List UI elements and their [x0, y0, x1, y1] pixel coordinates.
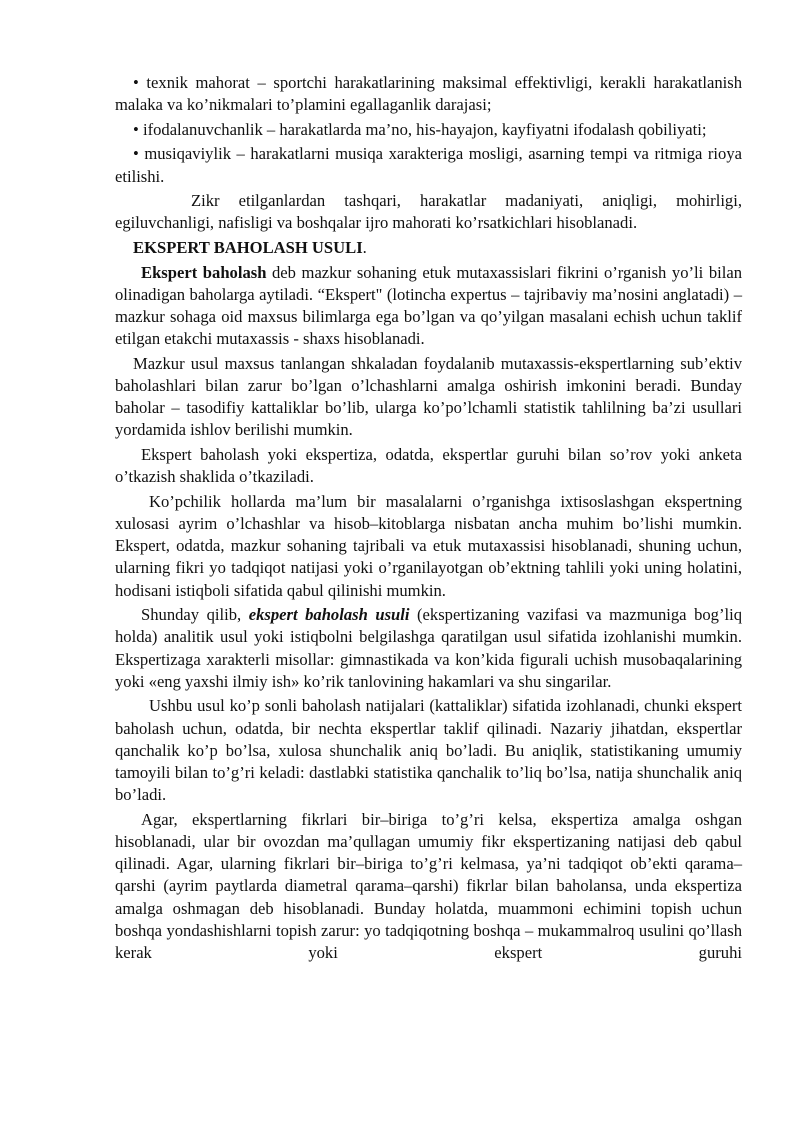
paragraph-performance-indicators: Zikr etilganlardan tashqari, harakatlar madaniyati, aniqligi, mohirligi, egiluvchanligi, nafisligi va boshqalar ijro mahorati ko’rsatkichlari hisoblanadi. — [115, 191, 742, 233]
paragraph-analytic-method — [115, 604, 742, 693]
section-heading-text: EKSPERT BAHOLASH USULI — [133, 237, 363, 257]
paragraph-multiple-results: Ushbu usul ko’p sonli baholash natijalari (kattaliklar) sifatida izohlanadi, chunki ekspert baholash uchun, odatda, bir nechta ekspertlar taklif qilinadi. Nazariy jihatdan, ekspertlar qanchalik ko’p bo’lsa, xulosa shunchalik aniq bo’ladi. Bu aniqlik, statistikaning umumiy tamoyili bilan to’g’ri keladi: dastlabki statistika qanchalik to’liq bo’lsa, natija shunchalik aniq bo’ladi. — [115, 696, 742, 805]
paragraph-analytic-method-pre: Shunday qilib, — [141, 605, 249, 625]
section-heading — [115, 237, 742, 259]
bullet-expressiveness: • ifodalanuvchanlik – harakatlarda ma’no, his-hayajon, kayfiyatni ifodalash qobiliyati; — [133, 119, 707, 139]
paragraph-expert-definition — [115, 262, 742, 351]
section-heading-dot: . — [362, 237, 367, 257]
document-page — [115, 72, 742, 964]
paragraph-method-scale: Mazkur usul maxsus tanlangan shkaladan foydalanib mutaxassis-ekspertlarning sub’ektiv baholashlari bilan zarur bo’lgan o’lchashlarni amalga oshirish imkonini beradi. Bunday baholar – tasodifiy kattaliklar bo’lib, ularga ko’po’lchamli statistik tahlilning ba’zi usullari yordamida ishlov berilishi mumkin. — [115, 353, 742, 440]
bullet-musicality: • musiqaviylik – harakatlarni musiqa xarakteriga mosligi, asarning tempi va ritmiga rioya etilishi. — [115, 144, 742, 186]
term-expert-assessment: Ekspert baholash — [141, 262, 267, 282]
paragraph-expertise-form: Ekspert baholash yoki ekspertiza, odatda, ekspertlar guruhi bilan so’rov yoki anketa o’tkazish shaklida o’tkaziladi. — [115, 444, 742, 487]
paragraph-expert-conclusion: Ko’pchilik hollarda ma’lum bir masalalarni o’rganishga ixtisoslashgan ekspertning xulosasi ayrim o’lchashlar va hisob–kitoblarga nisbatan ancha muhim bo’lishi mumkin. Ekspert, odatda, mazkur sohaning tajribali va etuk mutaxassisi hisoblanadi, shuning uchun, ularning fikri yo tadqiqot natijasi yoki o’rganilayotgan ob’ektning tahlili yoki uning holatini, hodisani istiqboli sifatida qabul qilinishi mumkin. — [115, 491, 742, 600]
paragraph-expert-definition-text: deb mazkur sohaning etuk mutaxassislari fikrini o’rganish yo’li bilan olinadigan baholarga aytiladi. “Ekspert" (lotincha expertus – tajribaviy ma’nosini anglatadi) – mazkur sohaga oid maxsus bilimlarga ega bo’lgan va qo’yilgan masalani echish uchun taklif etilgan etakchi mutaxassis - shaxs hisoblanadi. — [115, 262, 742, 349]
bullet-technical-skill: • texnik mahorat – sportchi harakatlarining maksimal effektivligi, kerakli harakatlanish malaka va ko’nikmalari to’plamini egallaganlik darajasi; — [115, 73, 742, 115]
paragraph-analytic-method-text: (ekspertizaning vazifasi va mazmuniga bog’liq holda) analitik usul yoki istiqbolni belgilashga qaratilgan usul sifatida izohlanishi mumkin. Ekspertizaga xarakterli misollar: gimnastikada va kon’kida figurali uchish musobaqalarining yoki «eng yaxshi ilmiy ish» ko’rik tanlovining hakamlari va shu singarilar. — [115, 605, 743, 691]
term-expert-method: ekspert baholash usuli — [248, 605, 410, 625]
paragraph-expert-agreement: Agar, ekspertlarning fikrlari bir–biriga to’g’ri kelsa, ekspertiza amalga oshgan hisoblanadi, ular bir ovozdan ma’qullagan umumiy fikr ekspertizaning natijasi deb qabul qilinadi. Agar, ularning fikrlari bir–biriga to’g’ri kelmasa, ya’ni tadqiqot ob’ekti qarama–qarshi (ayrim paytlarda diametral qarama–qarshi) fikrlar bilan baholansa, unda ekspertiza amalga oshmagan deb hisoblanadi. Bunday holatda, muammoni echimini topish uchun boshqa yondashishlarni topish zarur: yo tadqiqotning boshqa – mukammalroq usulini qo’llash kerak yoki ekspert guruhi — [115, 809, 742, 963]
